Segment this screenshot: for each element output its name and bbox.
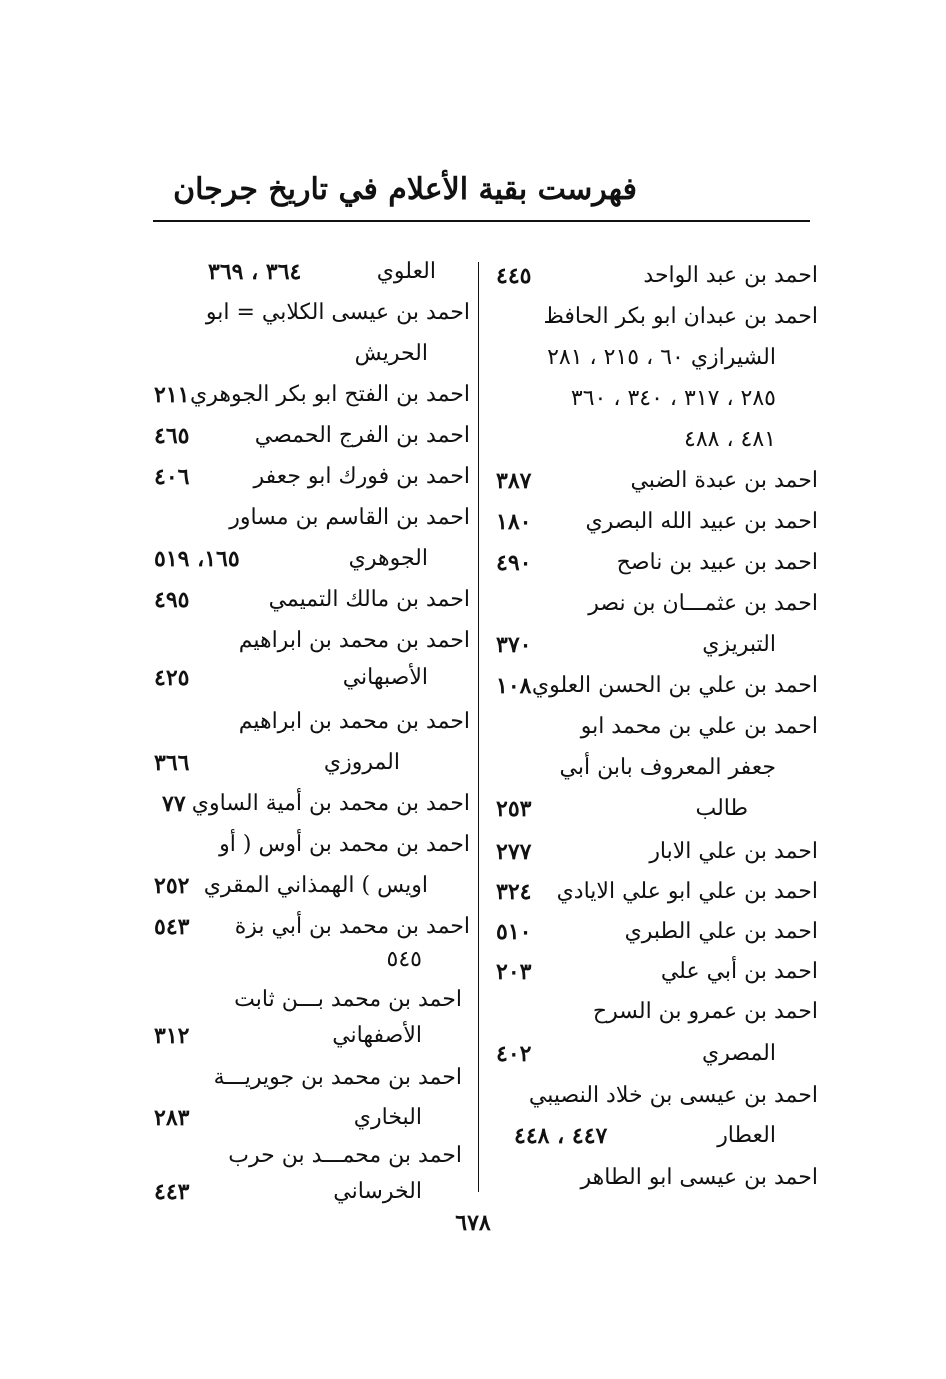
index-entry (148, 825, 470, 865)
entry-name: الحريش (354, 341, 428, 366)
index-entry (148, 1058, 470, 1098)
index-entry (490, 1158, 818, 1198)
entry-page: ١٠٨ (496, 673, 532, 699)
entry-name: احمد بن محمد بن أمية الساوي (191, 791, 470, 816)
index-entry (148, 743, 470, 783)
entry-page: ٤٢٥ (154, 665, 190, 691)
index-entry (148, 980, 470, 1020)
entry-name: جعفر المعروف بابن أبي (559, 755, 776, 780)
entry-name: الأصفهاني (332, 1023, 422, 1048)
entry-name: احمد بن علي الابار (649, 839, 818, 864)
entry-name: احمد بن عمرو بن السرح (592, 999, 818, 1024)
entry-page: ٤٠٢ (496, 1041, 532, 1067)
entry-name: الأصبهاني (342, 665, 428, 690)
entry-name: العلوي (376, 259, 436, 284)
index-entry (148, 621, 470, 661)
entry-page: ٢٥٢ (154, 873, 190, 899)
index-entry (148, 498, 470, 538)
entry-name: احمد بن علي الطبري (624, 919, 818, 944)
index-entry (490, 1034, 818, 1074)
index-entry (148, 658, 470, 698)
entry-name: احمد بن علي ابو علي الايادي (556, 879, 818, 904)
right-column (490, 250, 818, 1200)
index-entry (490, 832, 818, 872)
entry-name: ٥٤٥ (386, 947, 422, 972)
entry-name: احمد بن علي بن محمد ابو (580, 714, 818, 739)
index-entry (148, 457, 470, 497)
entry-page: ٤٤٧ ، ٤٤٨ (514, 1123, 608, 1149)
entry-page: ٣٦٦ (154, 750, 190, 776)
entry-page: ٤٠٦ (154, 464, 190, 490)
entry-page: ٢٥٣ (496, 796, 532, 822)
entry-name: احمد بن محمد بن ابراهيم (238, 709, 470, 734)
entry-page: ٤٤٣ (154, 1179, 190, 1205)
index-entry (490, 666, 818, 706)
entry-name: المروزي (323, 750, 400, 775)
entry-page: ٤٩٠ (496, 550, 532, 576)
index-entry (148, 866, 470, 906)
entry-name: احمد بن محمـــد بن حرب (228, 1143, 462, 1168)
entry-name: احمد بن عبدة الضبي (630, 468, 818, 493)
entry-name: احمد بن محمد بن ابراهيم (238, 628, 470, 653)
entry-page: ٧٧ (162, 791, 186, 817)
page-number: ٦٧٨ (455, 1210, 491, 1236)
entry-name: العطار (717, 1123, 776, 1148)
entry-name: احمد بن محمد بن أوس ( أو (219, 832, 470, 857)
index-entry (148, 1098, 470, 1138)
entry-page: ٣٢٤ (496, 879, 532, 905)
index-entry (148, 416, 470, 456)
entry-name: الجوهري (348, 546, 428, 571)
index-entry (148, 1172, 470, 1212)
entry-name: احمد بن عبيد بن ناصح (616, 550, 818, 575)
entry-name: احمد بن عبيد الله البصري (585, 509, 818, 534)
entry-name: اويس ) الهمذاني المقري (203, 873, 428, 898)
index-entry (490, 952, 818, 992)
entry-name: احمد بن الفتح ابو بكر الجوهري (190, 382, 470, 407)
index-entry (148, 293, 470, 333)
index-entry (148, 375, 470, 415)
entry-name: احمد بن عبد الواحد (643, 263, 818, 288)
entry-page: ٢١١ (154, 382, 190, 408)
index-entry (490, 543, 818, 583)
entry-page: ٢٧٧ (496, 839, 532, 865)
index-entry (148, 940, 470, 980)
index-entry (490, 707, 818, 747)
entry-name: احمد بن عيسى بن خلاد النصيبي (528, 1083, 818, 1108)
index-entry (148, 580, 470, 620)
index-entry (490, 992, 818, 1032)
index-entry (148, 252, 470, 292)
index-entry (490, 625, 818, 665)
entry-page: ٥١٠ (496, 919, 532, 945)
entry-page: ٥٤٣ (154, 914, 190, 940)
index-entry (490, 461, 818, 501)
index-entry (490, 297, 818, 337)
entry-page: ٣٦٤ ، ٣٦٩ (208, 259, 302, 285)
entry-name: احمد بن علي بن الحسن العلوي (531, 673, 818, 698)
index-entry (490, 872, 818, 912)
index-entry (148, 1136, 470, 1176)
entry-page: ٣٨٧ (496, 468, 532, 494)
entry-page: ١٦٥، ٥١٩ (154, 546, 240, 572)
index-entry (148, 784, 470, 824)
entry-page: ٤٦٥ (154, 423, 190, 449)
index-entry (490, 338, 818, 378)
index-entry (490, 748, 818, 788)
title-rule (153, 220, 810, 222)
entry-name: التبريزي (702, 632, 776, 657)
entry-name: احمد بن عيسى الكلابي = ابو (205, 300, 470, 325)
entry-name: ٢٨٥ ، ٣١٧ ، ٣٤٠ ، ٣٦٠ (570, 386, 776, 411)
index-entry (490, 256, 818, 296)
entry-page: ٤٤٥ (496, 263, 532, 289)
entry-name: الخرساني (333, 1179, 422, 1204)
entry-page: ١٨٠ (496, 509, 532, 535)
entry-name: احمد بن عيسى ابو الطاهر (580, 1165, 818, 1190)
column-divider (478, 262, 479, 1192)
entry-name: البخاري (353, 1105, 422, 1130)
entry-name: احمد بن الفرج الحمصي (254, 423, 470, 448)
entry-name: الشيرازي ٦٠ ، ٢١٥ ، ٢٨١ (547, 345, 776, 370)
entry-name: احمد بن عثمـــان بن نصر (588, 591, 818, 616)
index-entry (490, 789, 818, 829)
index-entry (490, 502, 818, 542)
index-entry (148, 702, 470, 742)
index-entry (148, 1016, 470, 1056)
entry-name: احمد بن مالك التميمي (268, 587, 470, 612)
index-entry (490, 379, 818, 419)
index-entry (148, 539, 470, 579)
index-entry (490, 1116, 818, 1156)
entry-name: ٤٨١ ، ٤٨٨ (684, 427, 776, 452)
entry-name: احمد بن فورك ابو جعفر (253, 464, 470, 489)
entry-name: احمد بن القاسم بن مساور (229, 505, 470, 530)
entry-page: ٢٠٣ (496, 959, 532, 985)
entry-page: ٢٨٣ (154, 1105, 190, 1131)
entry-name: احمد بن محمد بـــن ثابت (234, 987, 462, 1012)
index-entry (490, 420, 818, 460)
index-entry (148, 334, 470, 374)
entry-page: ٣١٢ (154, 1023, 190, 1049)
entry-name: احمد بن أبي علي (660, 959, 818, 984)
entry-name: احمد بن عبدان ابو بكر الحافظ (543, 304, 818, 329)
index-entry (490, 912, 818, 952)
entry-name: احمد بن محمد بن جويريـــة (213, 1065, 462, 1090)
entry-name: طالب (695, 796, 748, 821)
entry-name: المصري (702, 1041, 776, 1066)
left-column (148, 250, 470, 1205)
entry-name: احمد بن محمد بن أبي بزة (234, 914, 470, 939)
page-title: فهرست بقية الأعلام في تاريخ جرجان (173, 172, 637, 207)
entry-page: ٣٧٠ (496, 632, 532, 658)
entry-page: ٤٩٥ (154, 587, 190, 613)
index-entry (490, 584, 818, 624)
index-entry (490, 1076, 818, 1116)
